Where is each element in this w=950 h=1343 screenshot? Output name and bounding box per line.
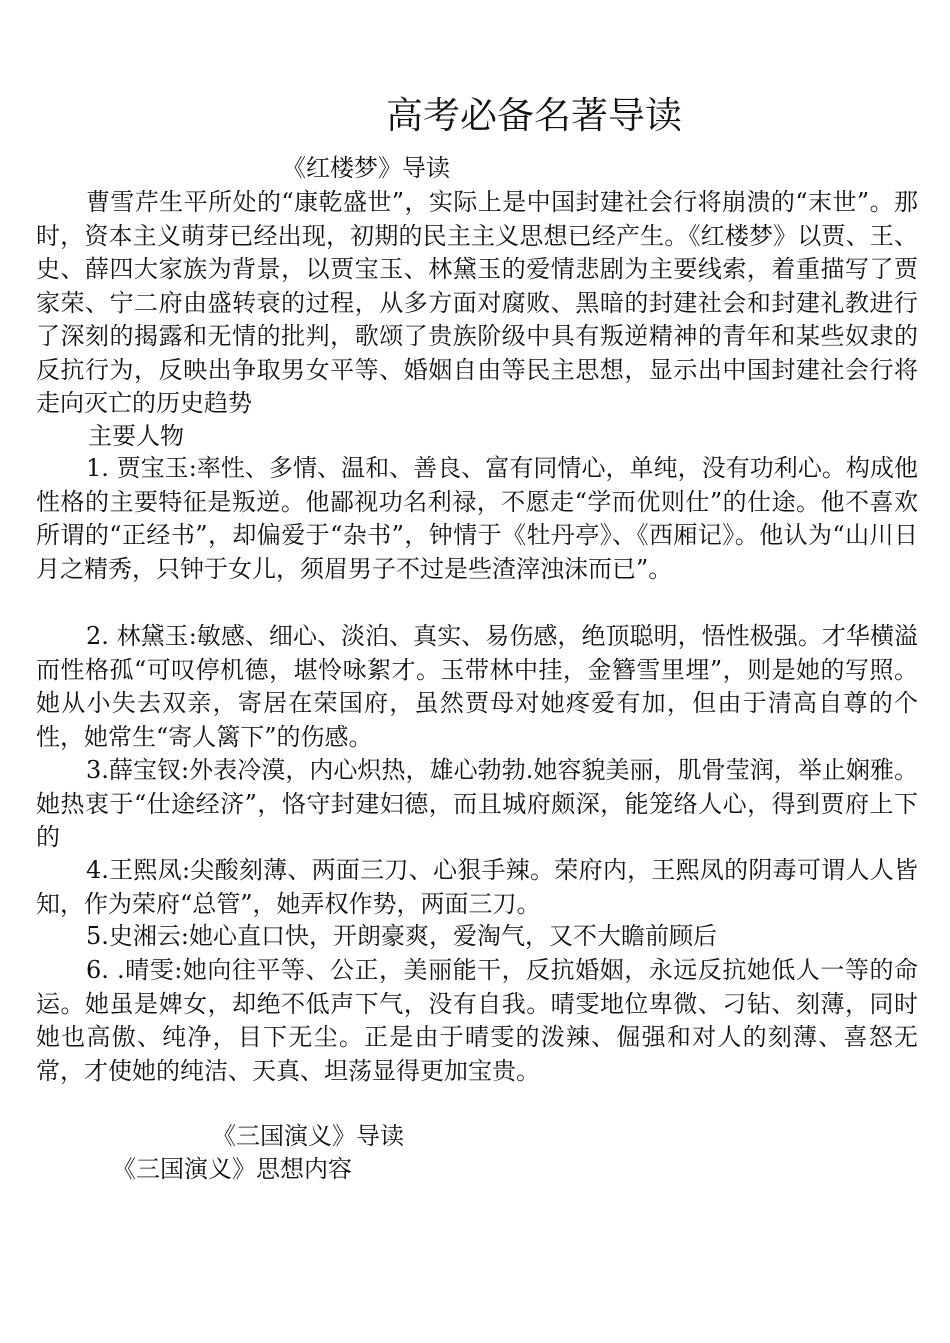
sanguo-heading: 《三国演义》导读 [212, 1122, 404, 1150]
character-paragraph-qingwen: 6. .晴雯:她向往平等、公正，美丽能干，反抗婚姻，永远反抗她低人一等的命运。她虽是婢女，却绝不低声下气，没有自我。晴雯地位卑微、刁钻、刻薄，同时她也高傲、纯净，目下无尘。正是由于晴雯的泼辣、倔强和对人的刻薄、喜怒无常，才使她的纯洁、天真、坦荡显得更加宝贵。 [36, 956, 918, 1085]
honglou-heading: 《红楼梦》导读 [282, 154, 450, 182]
characters-heading: 主要人物 [88, 422, 184, 450]
character-paragraph-lin-daiyu: 2. 林黛玉:敏感、细心、淡泊、真实、易伤感，绝顶聪明，悟性极强。才华横溢而性格孤“可叹停机德，堪怜咏絮才。玉带林中挂，金簪雪里埋”，则是她的写照。她从小失去双亲，寄居在荣国府，虽然贾母对她疼爱有加，但由于清高自尊的个性，她常生“寄人篱下”的伤感。 [36, 622, 918, 751]
character-paragraph-wang-xifeng: 4.王熙凤:尖酸刻薄、两面三刀、心狠手辣。荣府内，王熙凤的阴毒可谓人人皆知，作为荣府“总管”，她弄权作势，两面三刀。 [36, 856, 918, 918]
character-paragraph-shi-xiangyun: 5.史湘云:她心直口快，开朗豪爽，爱淘气，又不大瞻前顾后 [86, 922, 717, 950]
document-title: 高考必备名著导读 [386, 94, 682, 137]
honglou-intro-paragraph: 曹雪芹生平所处的“康乾盛世”，实际上是中国封建社会行将崩溃的“末世”。那时，资本主义萌芽已经出现，初期的民主主义思想已经产生。《红楼梦》以贾、王、史、薛四大家族为背景，以贾宝玉、林黛玉的爱情悲剧为主要线索，着重描写了贾家荣、宁二府由盛转衰的过程，从多方面对腐败、黑暗的封建社会和封建礼教进行了深刻的揭露和无情的批判，歌颂了贵族阶级中具有叛逆精神的青年和某些奴隶的反抗行为，反映出争取男女平等、婚姻自由等民主思想，显示出中国封建社会行将走向灭亡的历史趋势 [36, 188, 918, 417]
character-paragraph-jia-baoyu: 1. 贾宝玉:率性、多情、温和、善良、富有同情心，单纯，没有功利心。构成他性格的主要特征是叛逆。他鄙视功名利禄，不愿走“学而优则仕”的仕途。他不喜欢所谓的“正经书”，却偏爱于“杂书”，钟情于《牡丹亭》、《西厢记》。他认为“山川日月之精秀，只钟于女儿，须眉男子不过是些渣滓浊沫而已”。 [36, 454, 918, 583]
character-paragraph-xue-baochai: 3.薛宝钗:外表冷漠，内心炽热，雄心勃勃.她容貌美丽，肌骨莹润，举止娴雅。她热衷于“仕途经济”，恪守封建妇德，而且城府颇深，能笼络人心，得到贾府上下的 [36, 756, 918, 851]
sanguo-subheading: 《三国演义》思想内容 [112, 1155, 352, 1183]
